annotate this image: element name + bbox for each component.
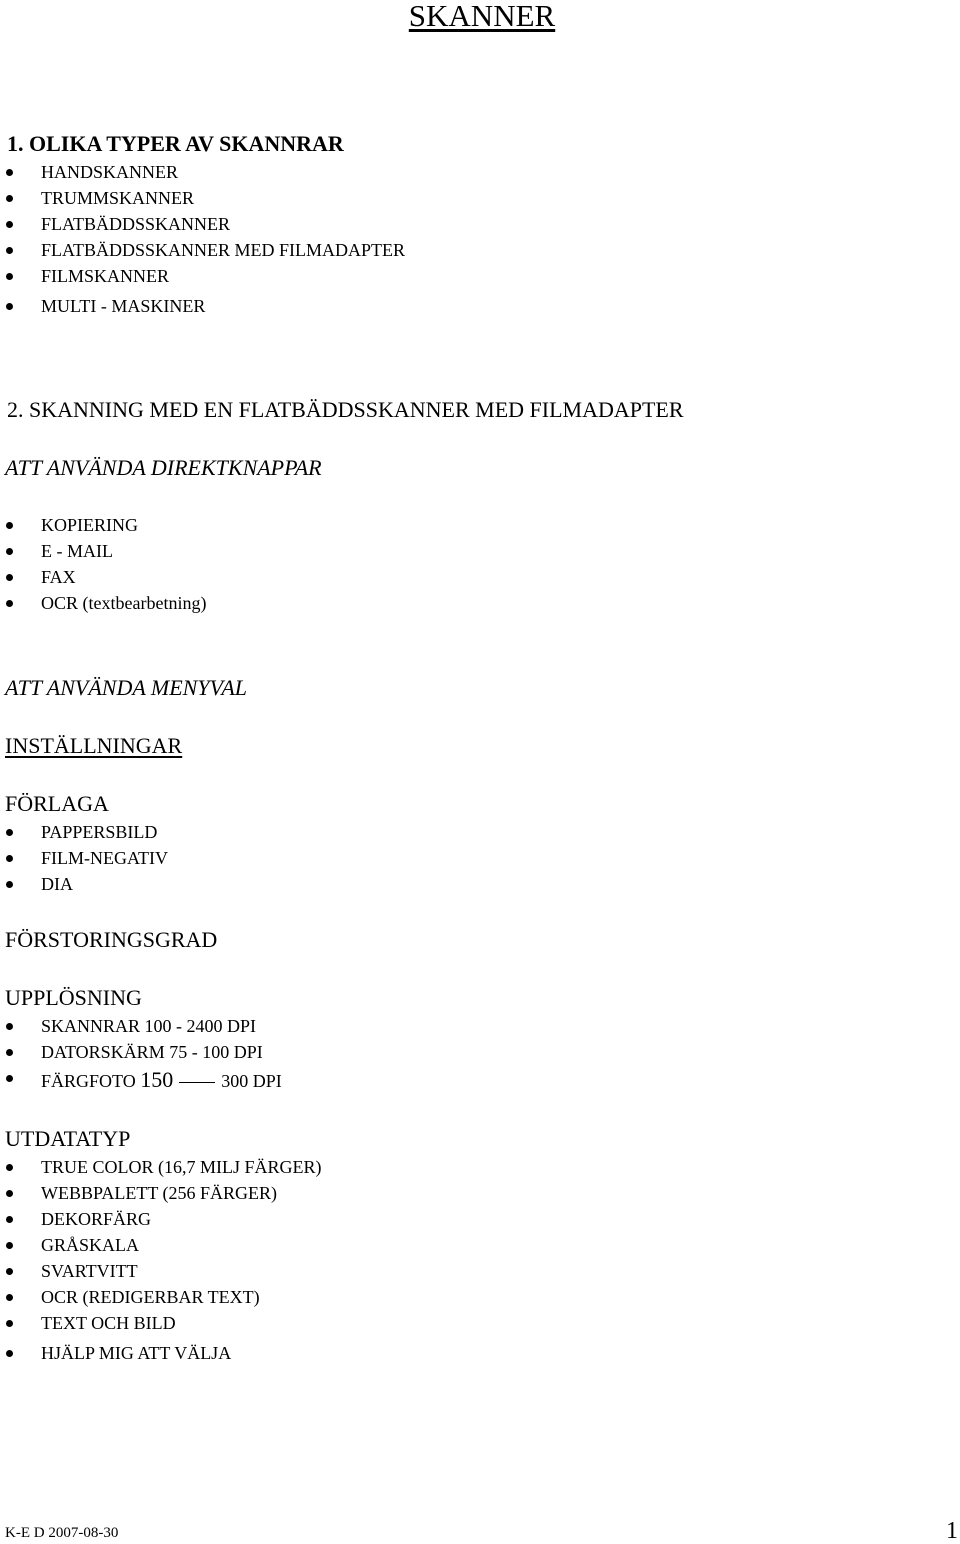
direktknappar-heading: ATT ANVÄNDA DIREKTKNAPPAR — [5, 455, 322, 480]
list-item: HJÄLP MIG ATT VÄLJA — [0, 1344, 322, 1370]
bullet-icon — [6, 303, 13, 310]
bullet-icon — [6, 1350, 13, 1357]
list-item: E - MAIL — [0, 542, 206, 568]
bullet-icon — [6, 522, 13, 529]
utdatatyp-heading: UTDATATYP — [5, 1126, 131, 1151]
list-item: OCR (textbearbetning) — [0, 594, 206, 620]
bullet-icon — [6, 855, 13, 862]
list-item: GRÅSKALA — [0, 1236, 322, 1262]
forstoringsgrad-heading: FÖRSTORINGSGRAD — [5, 927, 218, 952]
list-item: HANDSKANNER — [0, 163, 405, 189]
bullet-icon — [6, 1294, 13, 1301]
list-item: DIA — [0, 875, 168, 901]
utdatatyp-list — [0, 1158, 322, 1370]
list-item: FLATBÄDDSSKANNER — [0, 215, 405, 241]
bullet-icon — [6, 1049, 13, 1056]
list-item: MULTI - MASKINER — [0, 297, 405, 323]
list-item: TRUE COLOR (16,7 MILJ FÄRGER) — [0, 1158, 322, 1184]
bullet-icon — [6, 1164, 13, 1171]
bullet-icon — [6, 169, 13, 176]
list-item: FÄRGFOTO 150 300 DPI — [0, 1069, 282, 1099]
page-number: 1 — [946, 1518, 958, 1544]
bullet-icon — [6, 1075, 13, 1082]
list-item: FLATBÄDDSSKANNER MED FILMADAPTER — [0, 241, 405, 267]
list-item: KOPIERING — [0, 516, 206, 542]
list-item: FILM-NEGATIV — [0, 849, 168, 875]
footer-author-date: K-E D 2007-08-30 — [5, 1525, 119, 1541]
upplosning-list — [0, 1017, 282, 1099]
upplosning-heading: UPPLÖSNING — [5, 985, 142, 1010]
bullet-icon — [6, 1242, 13, 1249]
bullet-icon — [6, 195, 13, 202]
list-item: SKANNRAR 100 - 2400 DPI — [0, 1017, 282, 1043]
bullet-icon — [6, 1216, 13, 1223]
list-item: OCR (REDIGERBAR TEXT) — [0, 1288, 322, 1314]
installningar-heading: INSTÄLLNINGAR — [5, 733, 183, 758]
list-item: FILMSKANNER — [0, 267, 405, 297]
list-item: TRUMMSKANNER — [0, 189, 405, 215]
bullet-icon — [6, 1190, 13, 1197]
list-item: TEXT OCH BILD — [0, 1314, 322, 1344]
list-item: WEBBPALETT (256 FÄRGER) — [0, 1184, 322, 1210]
bullet-icon — [6, 273, 13, 280]
bullet-icon — [6, 1320, 13, 1327]
list-item: DATORSKÄRM 75 - 100 DPI — [0, 1043, 282, 1069]
list-item: SVARTVITT — [0, 1262, 322, 1288]
list-item: PAPPERSBILD — [0, 823, 168, 849]
direktknappar-list — [0, 516, 206, 620]
list-item: FAX — [0, 568, 206, 594]
section-2-heading: 2. SKANNING MED EN FLATBÄDDSSKANNER MED FILMADAPTER — [7, 397, 684, 422]
menyval-heading: ATT ANVÄNDA MENYVAL — [5, 675, 248, 700]
forlaga-list — [0, 823, 168, 901]
bullet-icon — [6, 881, 13, 888]
forlaga-heading: FÖRLAGA — [5, 791, 109, 816]
scanner-types-list — [0, 163, 405, 323]
list-item: DEKORFÄRG — [0, 1210, 322, 1236]
bullet-icon — [6, 600, 13, 607]
page-title: SKANNER — [408, 0, 556, 33]
bullet-icon — [6, 221, 13, 228]
section-1-heading: 1. OLIKA TYPER AV SKANNRAR — [7, 131, 344, 156]
bullet-icon — [6, 548, 13, 555]
bullet-icon — [6, 247, 13, 254]
bullet-icon — [6, 1268, 13, 1275]
bullet-icon — [6, 1023, 13, 1030]
dash-line — [179, 1082, 215, 1083]
bullet-icon — [6, 574, 13, 581]
bullet-icon — [6, 829, 13, 836]
